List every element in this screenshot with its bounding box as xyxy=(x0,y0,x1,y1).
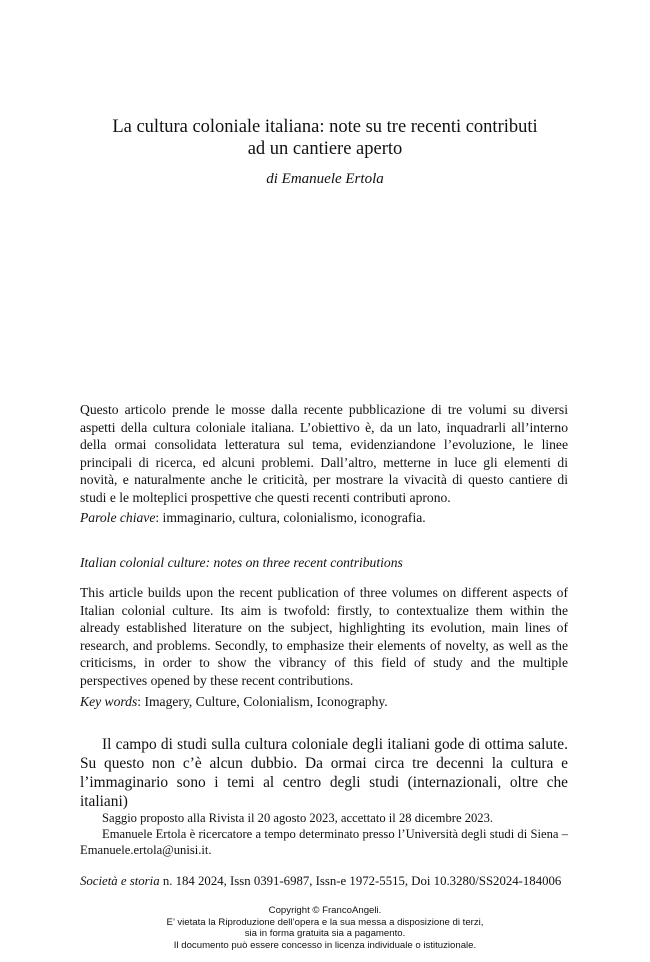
keywords-italian-label: Parole chiave xyxy=(80,510,156,525)
body-paragraph: Il campo di studi sulla cultura coloniale degli italiani gode di ottima salute. Su questo non c’è alcun dubbio. Da ormai circa tre decenni la cultura e l’immaginario sono i temi al centro degli studi (internazionali, oltre che italiani) xyxy=(80,736,568,810)
copyright-line-3: sia in forma gratuita sia a pagamento. xyxy=(244,928,406,939)
footnote xyxy=(80,810,568,858)
keywords-italian xyxy=(80,509,568,527)
keywords-english-label: Key words xyxy=(80,694,138,709)
citation-details: n. 184 2024, Issn 0391-6987, Issn-e 1972-5515, Doi 10.3280/SS2024-184006 xyxy=(159,874,562,888)
abstract-english-title: Italian colonial culture: notes on three recent contributions xyxy=(80,555,403,570)
footnote-author-affiliation: Emanuele Ertola è ricercatore a tempo determinato presso l’Università degli studi di Siena – Emanuele.ertola@unisi.it. xyxy=(80,827,568,857)
article-title-line-1: La cultura coloniale italiana: note su tre recenti contributi xyxy=(112,117,538,137)
journal-name: Società e storia xyxy=(80,874,160,888)
article-title xyxy=(60,116,590,160)
article-author: di Emanuele Ertola xyxy=(266,171,384,187)
copyright-notice xyxy=(40,905,610,951)
copyright-line-2: E’ vietata la Riproduzione dell’opera e la sua messa a disposizione di terzi, xyxy=(166,916,484,928)
abstract-english: This article builds upon the recent publication of three volumes on different aspects of Italian colonial culture. Its aim is twofold: firstly, to contextualize them within the already established literature on the subject, highlighting its evolution, main lines of research, and problems. Secondly, to emphasize their elements of novelty, as well as the criticisms, in order to show the vibrancy of this field of study and the multiple perspectives opened by these recent contributions. xyxy=(80,585,568,688)
abstract-italian: Questo articolo prende le mosse dalla recente pubblicazione di tre volumi su diversi aspetti della cultura coloniale italiana. L’obiettivo è, da un lato, inquadrarli all’interno della ormai consolidata letteratura sul tema, evidenziandone l’evoluzione, le linee principali di ricerca, ed alcuni problemi. Dall’altro, metterne in luce gli elementi di novità, e naturalmente anche le criticità, per mostrare la vivacità di questo cantiere di studi e le molteplici prospettive che questi recenti contributi aprono. xyxy=(80,402,568,505)
keywords-english-list: : Imagery, Culture, Colonialism, Iconography. xyxy=(137,694,388,709)
copyright-line-4: Il documento può essere concesso in licenza individuale o istituzionale. xyxy=(173,939,477,951)
article-title-line-2: ad un cantiere aperto xyxy=(247,139,403,159)
footnote-submission-dates: Saggio proposto alla Rivista il 20 agosto 2023, accettato il 28 dicembre 2023. xyxy=(102,811,494,825)
keywords-italian-list: : immaginario, cultura, colonialismo, iconografia. xyxy=(155,510,426,525)
keywords-english xyxy=(80,693,568,711)
journal-citation xyxy=(80,873,568,889)
copyright-line-1: Copyright © FrancoAngeli. xyxy=(268,905,382,916)
